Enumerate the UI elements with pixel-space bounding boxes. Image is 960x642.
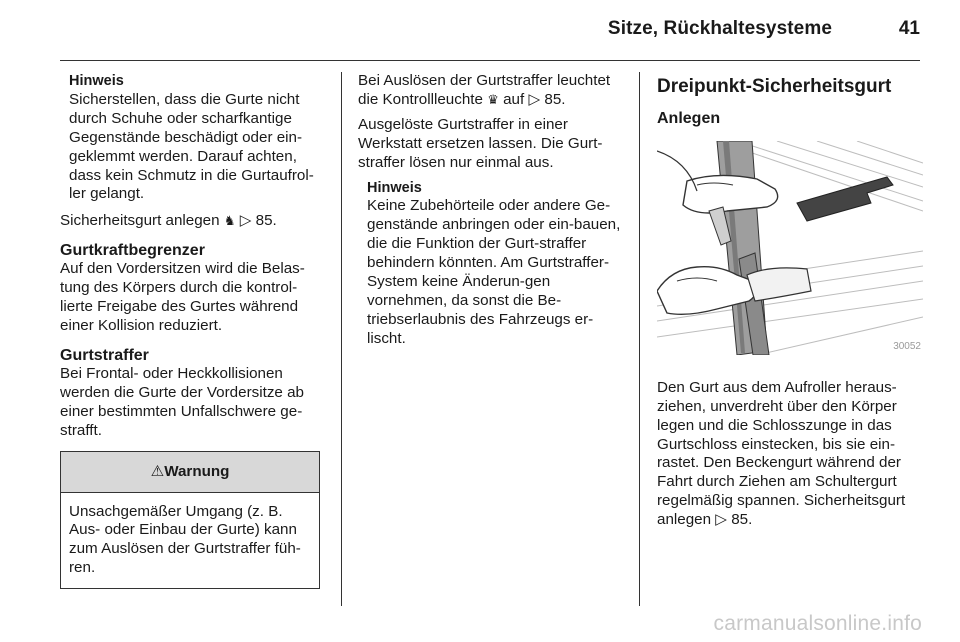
limiter-text: Auf den Vordersitzen wird die Belas-tung des Körpers durch die kontrol-lierte Freigabe des Gurtes während einer Kollision reduziert. bbox=[60, 260, 305, 334]
replacement-text: Ausgelöste Gurtstraffer in einer Werkstatt ersetzen lassen. Die Gurt-straffer lösen nur einmal aus. bbox=[358, 115, 603, 171]
header-rule bbox=[60, 60, 920, 61]
page-ref-arrow-icon: ▷ bbox=[528, 90, 541, 108]
fasten-instructions bbox=[657, 379, 923, 530]
warning-box bbox=[60, 451, 320, 590]
column-divider-right bbox=[639, 72, 640, 606]
fasten-text: Sicherheitsgurt anlegen bbox=[60, 212, 220, 230]
limiter-heading: Gurtkraftbegrenzer bbox=[60, 242, 205, 260]
pretensioner-heading: Gurtstraffer bbox=[60, 346, 149, 364]
section-heading: Dreipunkt-Sicherheitsgurt bbox=[657, 76, 892, 97]
note-label: Hinweis bbox=[367, 179, 422, 196]
note-label: Hinweis bbox=[69, 73, 124, 89]
seatbelt-icon: ♞ bbox=[223, 213, 236, 229]
seatbelt-illustration bbox=[657, 141, 923, 355]
fasten-reference bbox=[60, 212, 325, 231]
warning-triangle-icon: ⚠ bbox=[150, 462, 165, 480]
column-middle bbox=[358, 72, 626, 349]
pretensioner-warning-icon: ♛ bbox=[487, 91, 499, 107]
note-block bbox=[69, 72, 325, 204]
note-block-middle bbox=[367, 179, 626, 349]
fasten-ref[interactable]: 85. bbox=[255, 212, 277, 230]
body-text: Den Gurt aus dem Aufroller heraus-ziehen, unverdreht über den Körper legen und die Schlosszunge in das Gurtschloss einstecken, bis sie ein-rastet. Den Beckengurt während der Fahrt durch Ziehen am Schultergurt regelmäßig spannen. Sicherheitsgurt anlegen bbox=[657, 378, 906, 529]
page-ref-arrow-icon: ▷ bbox=[239, 212, 252, 230]
p1-middle: auf bbox=[503, 90, 525, 108]
warning-header bbox=[61, 452, 319, 493]
column-right bbox=[657, 72, 923, 536]
body-ref[interactable]: 85. bbox=[731, 511, 753, 529]
p1-ref[interactable]: 85. bbox=[544, 90, 566, 108]
page-ref-arrow-icon: ▷ bbox=[715, 511, 727, 529]
pretensioner-text: Bei Frontal- oder Heckkollisionen werden die Gurte der Vordersitze ab einer bestimmten Unfallschwere ge-strafft. bbox=[60, 364, 304, 439]
watermark: carmanualsonline.info bbox=[713, 612, 922, 635]
pretensioner-indicator-text bbox=[358, 72, 626, 110]
warning-text: Unsachgemäßer Umgang (z. B. Aus- oder Einbau der Gurte) kann zum Auslösen der Gurtstraffer füh-ren. bbox=[69, 502, 301, 577]
page-number: 41 bbox=[898, 18, 920, 39]
note-text: Sicherstellen, dass die Gurte nicht durch Schuhe oder scharfkantige Gegenstände beschädigt oder ein-geklemmt werden. Darauf achten, dass kein Schmutz in die Gurtaufrol-ler gelangt. bbox=[69, 90, 314, 203]
p1-before: Bei Auslösen der Gurtstraffer leuchtet die Kontrollleuchte bbox=[358, 72, 611, 108]
column-left bbox=[60, 72, 325, 589]
column-divider-left bbox=[341, 72, 342, 606]
note-text: Keine Zubehörteile oder andere Ge-genstände anbringen oder ein-bauen, die die Funktion der Gurt-straffer behindern könnten. Am Gurtstraffer-System keine Änderun-gen vornehmen, da sonst die Be-triebserlaubnis des Fahrzeugs er-lischt. bbox=[367, 197, 621, 347]
sub-heading: Anlegen bbox=[657, 110, 721, 127]
header-title: Sitze, Rückhaltesysteme bbox=[607, 18, 832, 39]
warning-title: Warnung bbox=[164, 462, 230, 480]
figure-id: 30052 bbox=[893, 340, 921, 352]
